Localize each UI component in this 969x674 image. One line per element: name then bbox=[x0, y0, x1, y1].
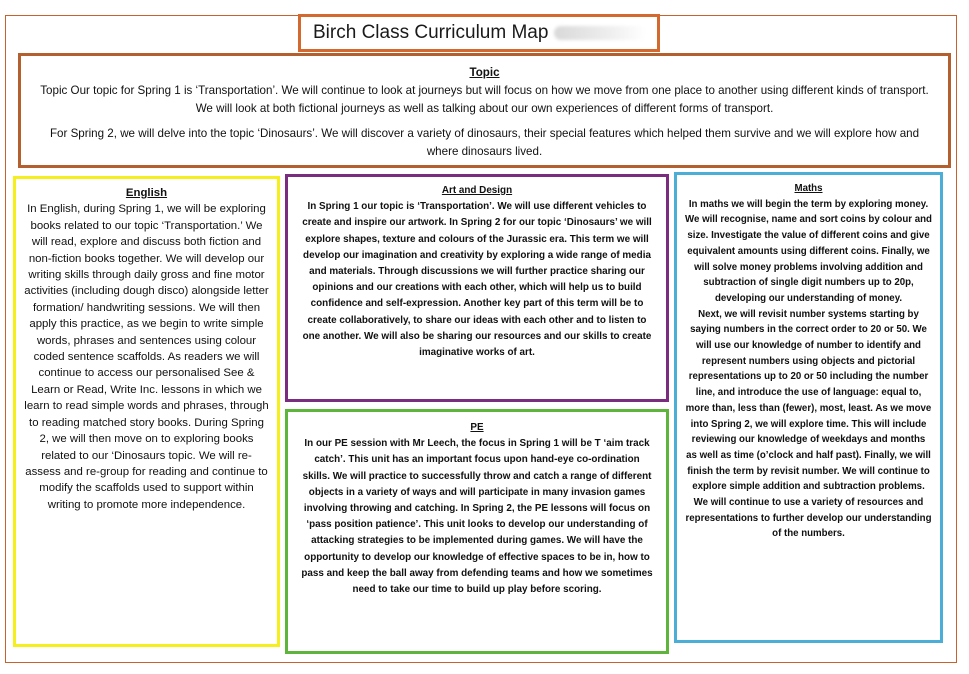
english-body: In English, during Spring 1, we will be exploring books related to our topic ‘Transportation.’ We will read, explore and discuss both fiction and non-fiction books together. We will develop our writing skills through daily gross and fine motor activities (including dough disco) alongside letter formation/ handwriting sessions. We will then apply this practice, as we begin to write simple words, phrases and sentences using colour coded sentence scaffolds. As readers we will continue to access our personalised See & Learn or Read, Write Inc. lessons in which we learn to read simple words and phrases, through to reading matched story books. During Spring 2, we will then move on to exploring books related to our ‘Dinosaurs topic. We will re-assess and re-group for reading and continue to modify the scaffolds used to support within writing to promote more independence. bbox=[24, 203, 269, 511]
pe-heading: PE bbox=[470, 422, 484, 433]
english-section bbox=[13, 176, 280, 647]
art-body: In Spring 1 our topic is ‘Transportation’. We will use different vehicles to create and inspire our artwork. In Spring 2 for our topic ‘Dinosaurs’ we will explore shapes, texture and colours of the Jurassic era. This term we will develop our imagination and creativity by exploring a wide range of media and materials. Through discussions we will further practice sharing our opinions and our creations with each other, which will help us to build confidence and self-expression. Another key part of this term will be to create collaboratively, to share our ideas with each other and to listen to one another. We will also be sharing our resources and our skills to create imaginative works of art. bbox=[302, 201, 652, 359]
pe-body: In our PE session with Mr Leech, the focus in Spring 1 will be T ‘aim track catch’. This unit has an important focus upon hand-eye co-ordination skills. We will practice to successfully throw and catch a range of different objects in a variety of ways and will participate in many invasion games involving throwing and catching. In Spring 2, the PE lessons will focus on ‘pass position patience’. This unit looks to develop our understanding of attacking strategies to be implemented during games. We will have the opportunity to develop our knowledge of effective spaces to be in, how to pass and keep the ball away from defending teams and how we sometimes need to take our time to build up play before scoring. bbox=[301, 438, 653, 596]
topic-section bbox=[18, 53, 951, 168]
title-box bbox=[298, 14, 660, 52]
english-heading: English bbox=[125, 187, 168, 199]
art-and-design-section bbox=[285, 174, 669, 402]
page-title: Birch Class Curriculum Map bbox=[313, 22, 549, 43]
maths-paragraph-money: In maths we will begin the term by exploring money. We will recognise, name and sort coins by colour and size. Investigate the value of different coins and give equivalent amounts using different coins. Finally, we will solve money problems involving addition and subtraction of single digit numbers up to 20p, developing our understanding of money. bbox=[685, 198, 932, 304]
topic-paragraph-spring2: For Spring 2, we will delve into the topic ‘Dinosaurs’. We will discover a variety of dinosaurs, their special features which helped them survive and we will explore how and where dinosaurs lived. bbox=[49, 127, 920, 158]
maths-heading: Maths bbox=[794, 183, 823, 194]
topic-paragraph-spring1: Topic Our topic for Spring 1 is ‘Transportation’. We will continue to look at journeys but will focus on how we move from one place to another using different kinds of transport. We will look at both fictional journeys as well as talking about our own experiences of different forms of transport. bbox=[40, 84, 929, 115]
redacted-name bbox=[554, 26, 646, 40]
topic-heading: Topic bbox=[469, 66, 500, 79]
maths-paragraph-number: Next, we will revisit number systems starting by saying numbers in the correct order to 20 or 50. We will use our knowledge of number to identify and represent numbers using objects and pictorial representations up to 20 or 50 including the number line, and introduce the use of language: equal to, more than, less than (fewer), most, least. As we move into Spring 2, we will explore time. This will include reviewing our knowledge of weekdays and months as well as time (o’clock and half past). Finally, we will finish the term by revisit number. We will continue to explore simple addition and subtraction problems. We will continue to use a variety of resources and representations to further develop our understanding of the numbers. bbox=[685, 308, 932, 540]
art-heading: Art and Design bbox=[441, 185, 513, 196]
maths-section bbox=[674, 172, 943, 643]
pe-section bbox=[285, 409, 669, 654]
